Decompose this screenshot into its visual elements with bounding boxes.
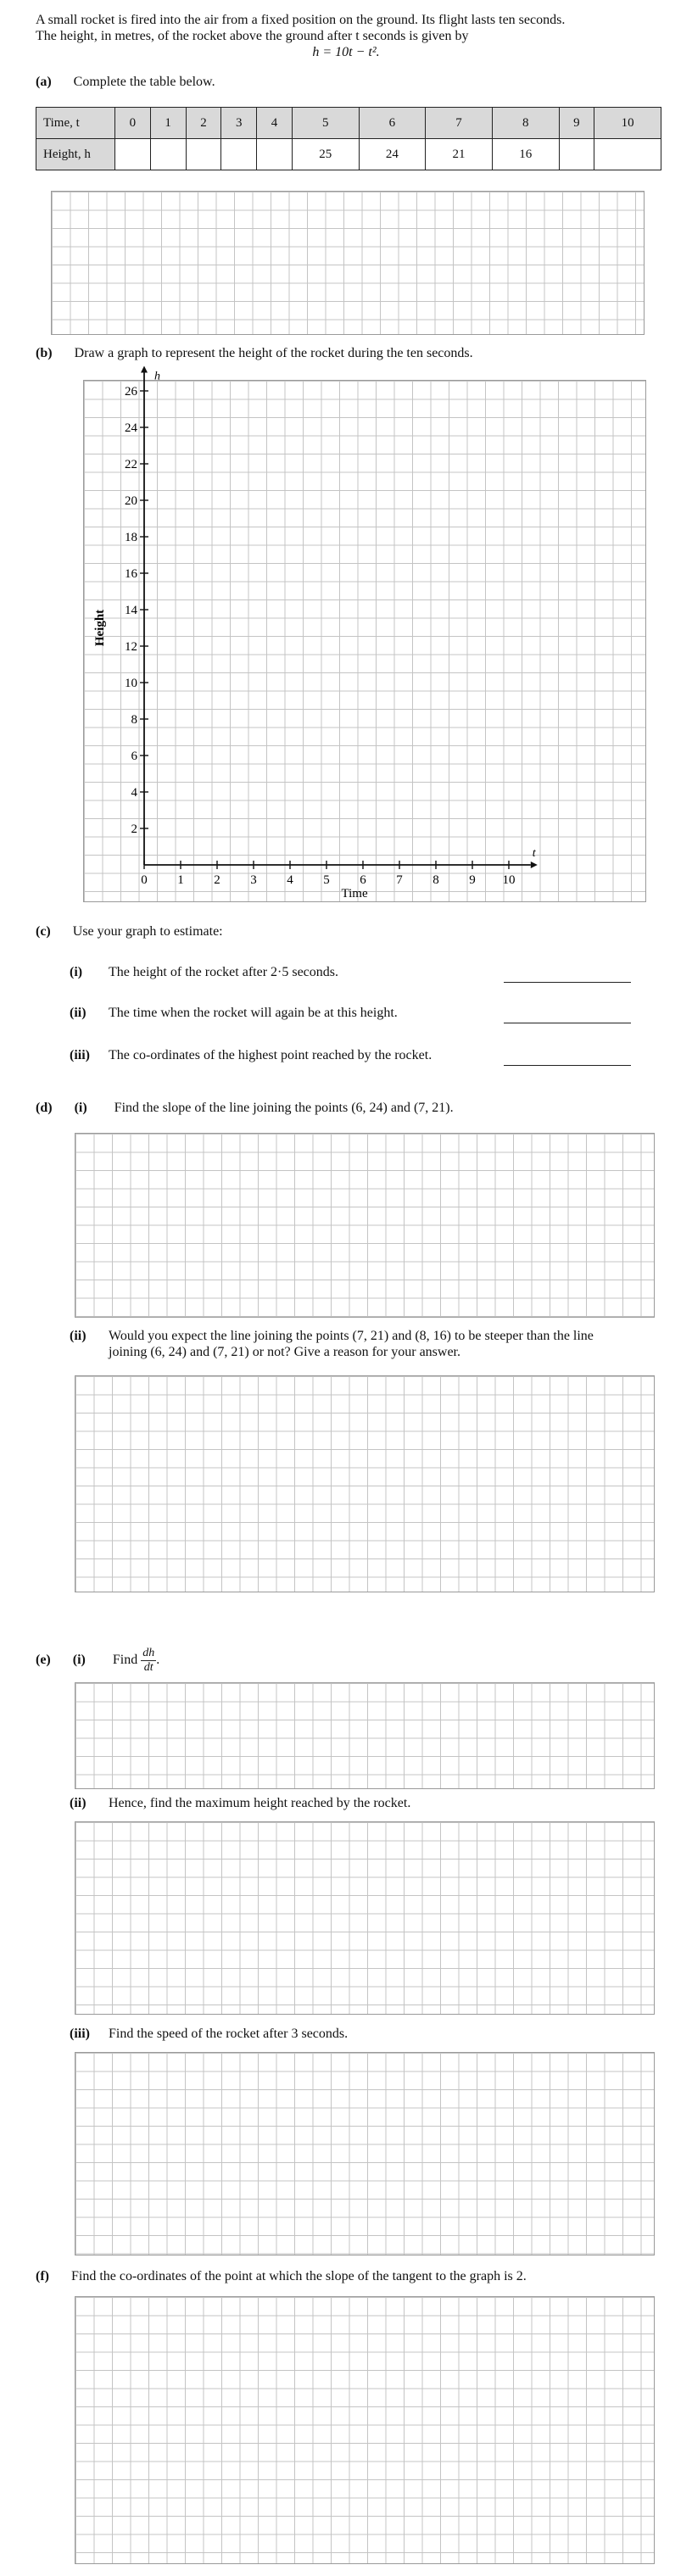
part-e-iii-workspace[interactable]: [75, 2052, 655, 2255]
intro-line-2: The height, in metres, of the rocket above the ground after t seconds is given by: [36, 29, 469, 43]
y-tick-label: 20: [125, 494, 137, 508]
x-tick-label: 4: [287, 873, 293, 887]
part-e-i-text: Find: [112, 1653, 138, 1668]
time-cell: 2: [186, 108, 221, 139]
y-tick-label: 16: [125, 567, 137, 581]
part-c-iii-text: The co-ordinates of the highest point reached by the rocket.: [109, 1048, 432, 1062]
answer-line-c-i[interactable]: [504, 981, 631, 983]
part-b-label: (b): [36, 346, 53, 360]
x-axis-variable: t: [532, 847, 536, 860]
y-tick-label: 12: [125, 640, 137, 654]
part-d-i-text: Find the slope of the line joining the points (6, 24) and (7, 21).: [114, 1101, 454, 1115]
part-e-i-label: (i): [72, 1653, 86, 1668]
answer-line-c-iii[interactable]: [504, 1064, 631, 1066]
y-tick-label: 24: [125, 421, 137, 435]
time-cell: 6: [359, 108, 426, 139]
y-tick-label: 2: [131, 822, 137, 836]
answer-line-c-ii[interactable]: [504, 1022, 631, 1023]
x-tick-label: 1: [177, 873, 184, 887]
part-d-ii-text-2: joining (6, 24) and (7, 21) or not? Give a reason for your answer.: [109, 1345, 460, 1359]
x-axis-arrow: [531, 861, 538, 868]
height-cell: 25: [292, 139, 359, 170]
part-c-iii-label: (iii): [70, 1048, 90, 1062]
y-axis-arrow: [141, 366, 148, 373]
part-e-ii: [70, 1796, 411, 1811]
part-e-iii: [70, 2027, 349, 2042]
height-cell: 24: [359, 139, 426, 170]
time-cell: 5: [292, 108, 359, 139]
x-tick-label: 7: [396, 873, 403, 887]
part-e-i: (e) (i) Find $\frac{dh}{dt}$ .: [36, 1647, 160, 1674]
part-d-ii-workspace[interactable]: [75, 1375, 655, 1592]
y-tick-label: 18: [125, 531, 137, 544]
part-c-i: [70, 965, 339, 980]
part-c-ii-label: (ii): [70, 1006, 86, 1020]
part-c-iii: [70, 1048, 432, 1063]
time-cell: 10: [594, 108, 661, 139]
x-tick-label: 2: [214, 873, 220, 887]
part-e-iii-label: (iii): [70, 2027, 90, 2041]
part-a-text: Complete the table below.: [73, 75, 215, 89]
part-b-text: Draw a graph to represent the height of the rocket during the ten seconds.: [74, 346, 473, 360]
y-tick-label: 22: [125, 458, 137, 471]
time-cell: 1: [150, 108, 186, 139]
derivative-dh-dt: $\frac{dh}{dt}$: [142, 1647, 155, 1674]
part-f-text: Find the co-ordinates of the point at which the slope of the tangent to the graph is 2.: [70, 2269, 527, 2283]
part-e-i-workspace[interactable]: [75, 1682, 655, 1789]
y-axis-label: Height: [93, 609, 107, 647]
x-axis-label: Time: [341, 887, 368, 900]
part-e-ii-workspace[interactable]: [75, 1821, 655, 2015]
intro-line-1: A small rocket is fired into the air from a fixed position on the ground. Its flight lasts ten seconds.: [36, 13, 566, 27]
time-cell: 4: [257, 108, 293, 139]
height-formula: h = 10t − t².: [312, 45, 380, 59]
time-header: Time, t: [36, 108, 115, 139]
part-c-ii-text: The time when the rocket will again be at this height.: [109, 1006, 398, 1020]
height-header: Height, h: [36, 139, 115, 170]
part-d-i-label: (i): [74, 1101, 87, 1115]
part-a-label: (a): [36, 75, 52, 89]
time-cell: 7: [426, 108, 493, 139]
y-axis-variable: h: [154, 370, 160, 383]
part-d-ii-label: (ii): [70, 1329, 86, 1343]
part-c-text: Use your graph to estimate:: [72, 924, 223, 939]
part-f-heading: [36, 2269, 527, 2284]
y-tick-label: 4: [131, 786, 137, 800]
time-cell: 0: [115, 108, 151, 139]
x-tick-label: 6: [360, 873, 366, 887]
part-e-iii-text: Find the speed of the rocket after 3 seconds.: [109, 2027, 349, 2041]
time-cell: 8: [492, 108, 559, 139]
x-tick-label: 10: [502, 873, 516, 887]
y-tick-label: 14: [125, 604, 137, 617]
part-c-label: (c): [36, 924, 51, 939]
part-c-heading: [36, 924, 223, 940]
part-f-label: (f): [36, 2269, 49, 2283]
part-d-ii: [70, 1328, 663, 1360]
graph-axes: [141, 366, 538, 869]
part-d-i: [36, 1101, 454, 1116]
part-d-ii-text-1: Would you expect the line joining the points (7, 21) and (8, 16) to be steeper than the line: [109, 1329, 594, 1343]
y-tick-label: 10: [125, 677, 137, 690]
x-tick-label: 8: [432, 873, 439, 887]
x-tick-label: 0: [141, 873, 148, 887]
part-c-i-text: The height of the rocket after 2·5 seconds.: [109, 965, 339, 979]
y-tick-label: 6: [131, 750, 137, 763]
part-e-ii-text: Hence, find the maximum height reached by the rocket.: [109, 1796, 411, 1810]
x-tick-label: 9: [469, 873, 476, 887]
height-cell: 21: [426, 139, 493, 170]
rocket-graph: [0, 0, 692, 933]
part-d-label: (d): [36, 1101, 53, 1115]
time-cell: 9: [559, 108, 594, 139]
y-tick-label: 8: [131, 713, 137, 727]
part-e-label: (e): [36, 1653, 51, 1668]
time-cell: 3: [221, 108, 257, 139]
y-tick-label: 26: [125, 385, 137, 399]
part-d-i-workspace[interactable]: [75, 1133, 655, 1318]
part-e-ii-label: (ii): [70, 1796, 86, 1810]
x-tick-label: 3: [250, 873, 257, 887]
x-tick-label: 5: [323, 873, 330, 887]
part-f-workspace[interactable]: [75, 2296, 655, 2564]
height-cell: 16: [492, 139, 559, 170]
part-c-i-label: (i): [70, 965, 83, 979]
part-c-ii: [70, 1006, 398, 1021]
